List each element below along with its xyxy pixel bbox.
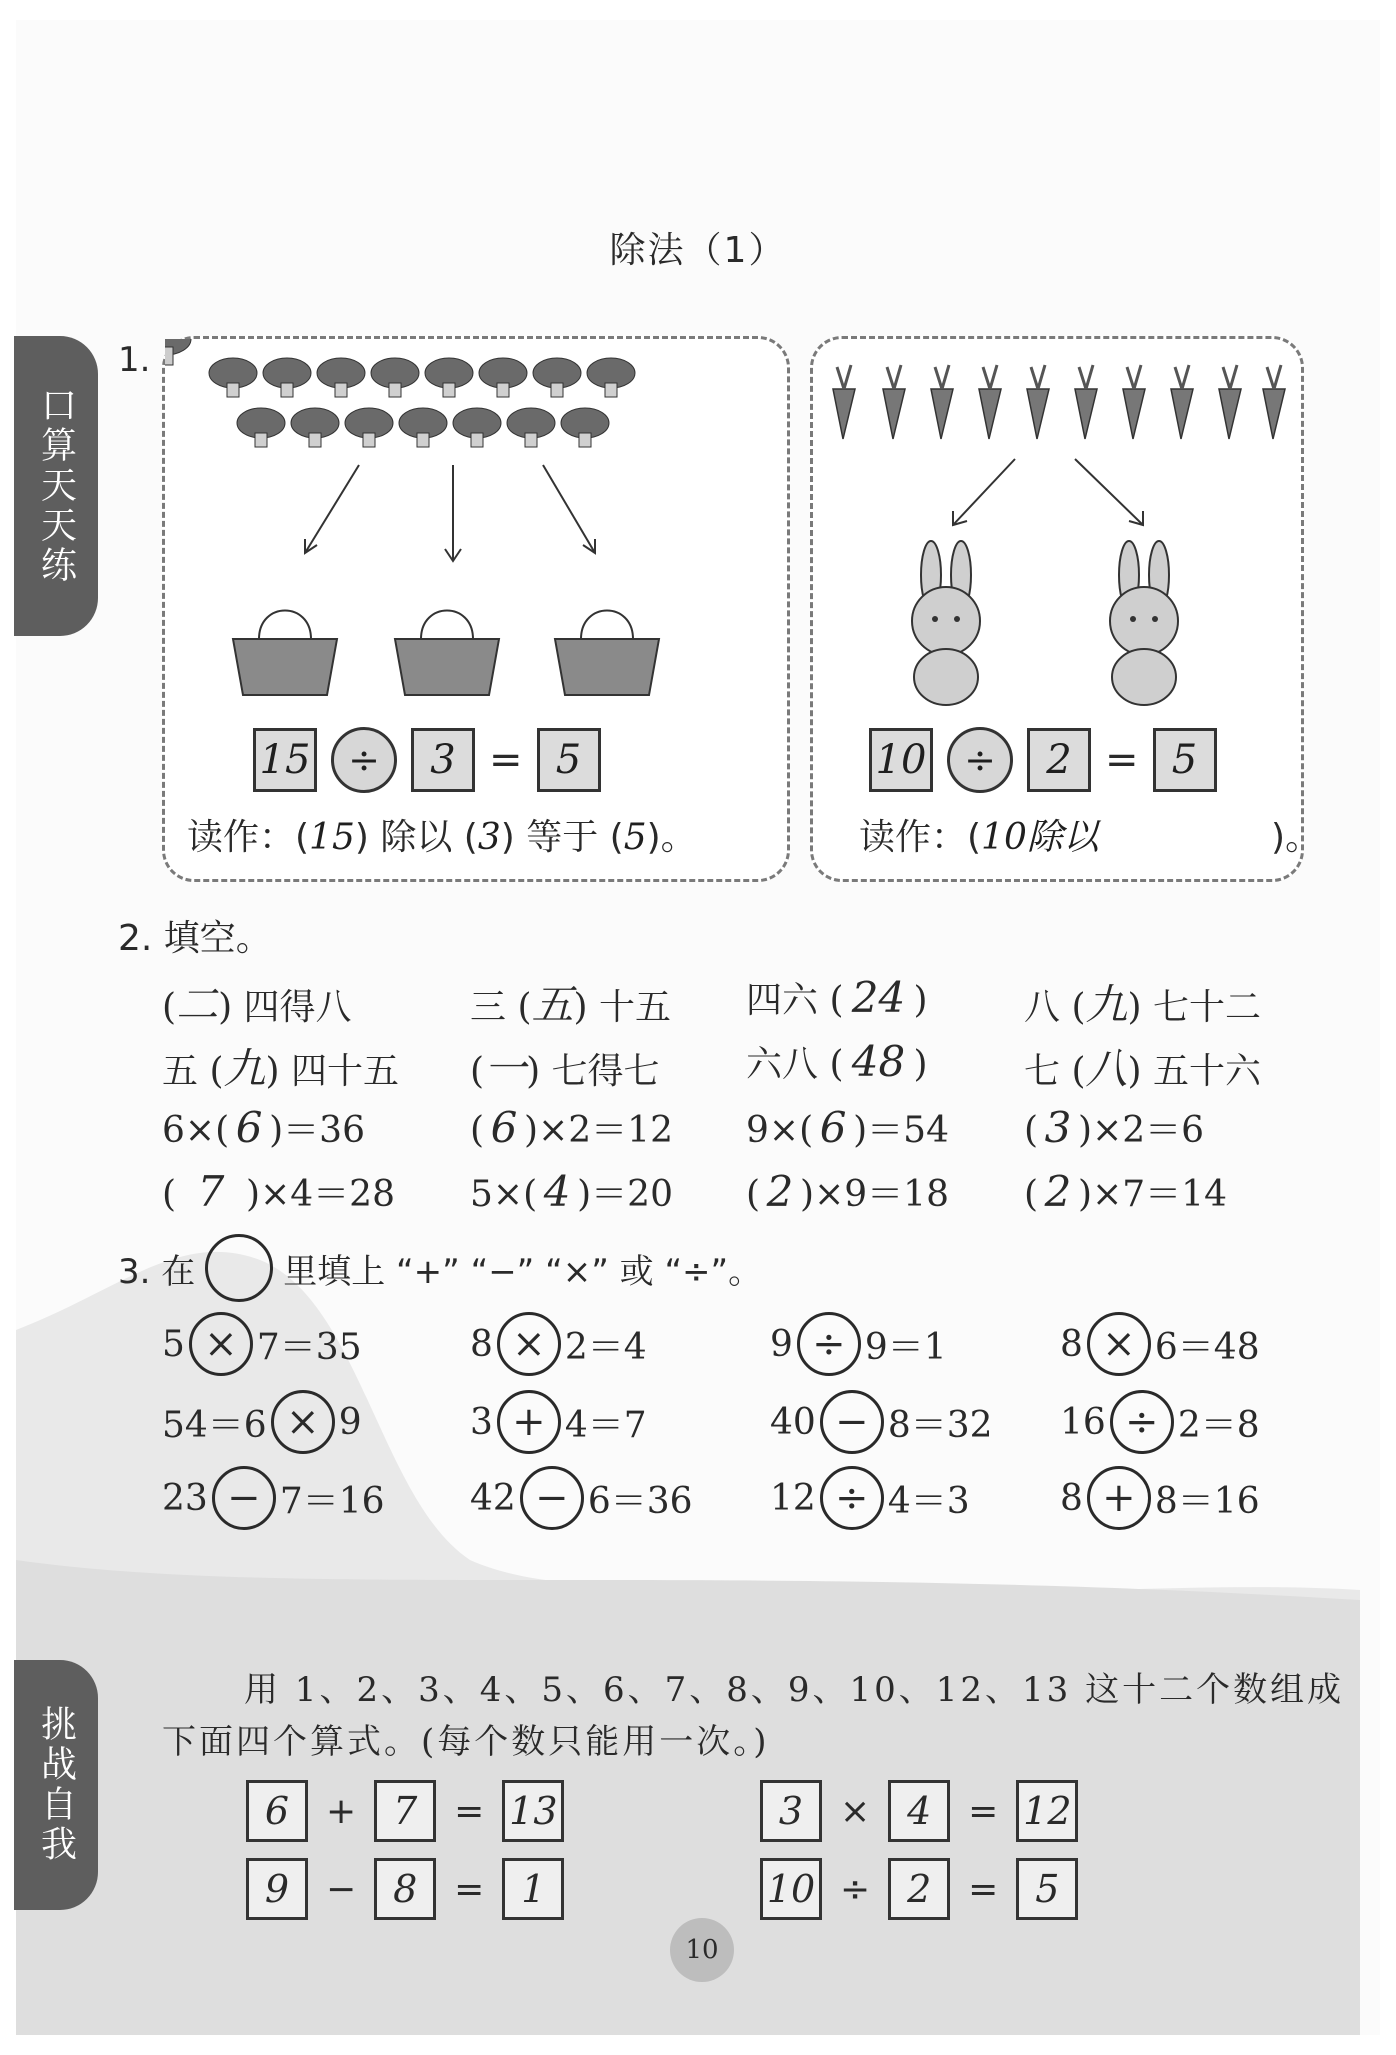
fill-answer[interactable]: 48 <box>851 1037 906 1086</box>
fill-item: 七 (八) 五十六 <box>1024 1036 1261 1096</box>
fill-answer[interactable]: 4 <box>543 1167 571 1216</box>
equals-sign: = <box>968 1790 999 1832</box>
operator-item: 5 × 7＝35 <box>162 1312 362 1376</box>
operator-circle[interactable]: ÷ <box>1110 1390 1174 1454</box>
equals-sign: = <box>454 1868 485 1910</box>
answer-box[interactable]: 6 <box>246 1780 308 1842</box>
fill-item: 5×( 4 )＝20 <box>470 1167 673 1216</box>
tab-daily-calc: 口算天天练 <box>14 336 98 636</box>
answer-box[interactable]: 2 <box>1027 728 1091 792</box>
answer-box[interactable]: 5 <box>1016 1858 1078 1920</box>
fill-answer[interactable]: 2 <box>1044 1167 1072 1216</box>
read-answer-a[interactable]: 15 <box>309 817 355 858</box>
answer-box[interactable]: 3 <box>411 728 475 792</box>
fill-answer[interactable]: 2 <box>766 1167 794 1216</box>
q3-heading <box>118 1234 762 1302</box>
read-label: 读作：( <box>859 817 982 858</box>
operator-circle[interactable]: − <box>212 1466 276 1530</box>
read-answer-b[interactable]: 3 <box>477 817 501 858</box>
answer-box[interactable]: 12 <box>1016 1780 1078 1842</box>
fill-answer[interactable]: 二 <box>176 980 219 1029</box>
q1-left-panel <box>162 336 790 882</box>
equals-sign: = <box>454 1790 485 1832</box>
challenge-equation-divide <box>760 1858 1078 1920</box>
operator-item: 40 − 8＝32 <box>770 1390 993 1454</box>
fill-item: 6×( 6 )＝36 <box>162 1103 365 1152</box>
answer-box[interactable]: 3 <box>760 1780 822 1842</box>
operator-circle[interactable]: + <box>497 1390 561 1454</box>
fill-answer[interactable]: 3 <box>1044 1103 1072 1152</box>
operator-item: 8 × 6＝48 <box>1060 1312 1260 1376</box>
challenge-line-1: 用 1、2、3、4、5、6、7、8、9、10、12、13 这十二个数组成 <box>244 1670 1345 1710</box>
answer-box[interactable]: 1 <box>502 1858 564 1920</box>
q1-right-read <box>859 809 1321 860</box>
q1-left-equation <box>253 727 601 793</box>
page-number: 10 <box>670 1918 734 1982</box>
fill-item: ( 7 )×4＝28 <box>162 1167 395 1216</box>
answer-box[interactable]: 7 <box>374 1780 436 1842</box>
fill-item: 五 (九) 四十五 <box>162 1036 399 1096</box>
read-answer[interactable]: 10除以 <box>981 817 1099 858</box>
operator-circle[interactable]: × <box>1087 1312 1151 1376</box>
fill-answer[interactable]: 八 <box>1085 1044 1128 1093</box>
operator-circle[interactable]: × <box>189 1312 253 1376</box>
challenge-equation-subtract <box>246 1858 564 1920</box>
operator-circle[interactable]: × <box>271 1390 335 1454</box>
q1-right-panel <box>810 336 1322 882</box>
read-text: )。 <box>646 817 697 858</box>
operator-item: 8 × 2＝4 <box>470 1312 647 1376</box>
answer-box[interactable]: 9 <box>246 1858 308 1920</box>
answer-box[interactable]: 13 <box>502 1780 564 1842</box>
operator-circle[interactable]: ÷ <box>947 727 1013 793</box>
operator-sign: − <box>326 1868 357 1910</box>
page-title: 除法（1） <box>609 230 787 271</box>
fill-answer[interactable]: 九 <box>223 1044 266 1093</box>
equals-sign: = <box>489 737 523 783</box>
operator-item: 8 + 8＝16 <box>1060 1466 1260 1530</box>
operator-item: 9 ÷ 9＝1 <box>770 1312 947 1376</box>
fill-answer[interactable]: 一 <box>484 1044 527 1093</box>
challenge-line-2: 下面四个算式。(每个数只能用一次。) <box>162 1722 770 1762</box>
operator-item: 16 ÷ 2＝8 <box>1060 1390 1260 1454</box>
mushrooms-baskets-picture <box>165 339 787 719</box>
answer-box[interactable]: 5 <box>1153 728 1217 792</box>
fill-item: ( 2 )×7＝14 <box>1024 1167 1227 1216</box>
q2-heading: 2. 填空。 <box>118 918 272 959</box>
fill-answer[interactable]: 九 <box>1085 980 1128 1029</box>
fill-item: (二) 四得八 <box>162 972 352 1032</box>
fill-answer[interactable]: 6 <box>819 1103 847 1152</box>
fill-item: 六八 ( 48 ) <box>746 1037 928 1086</box>
read-text: ) 除以 ( <box>354 817 478 858</box>
q3-heading-text: 3. 在 <box>118 1251 196 1292</box>
answer-box[interactable]: 10 <box>869 728 933 792</box>
fill-item: 三 (五) 十五 <box>470 972 671 1032</box>
answer-box[interactable]: 4 <box>888 1780 950 1842</box>
answer-box[interactable]: 15 <box>253 728 317 792</box>
q3-heading-text: 里填上 “+” “−” “×” 或 “÷”。 <box>283 1251 763 1292</box>
read-answer-c[interactable]: 5 <box>623 817 647 858</box>
fill-answer[interactable]: 7 <box>197 1167 225 1216</box>
operator-circle[interactable]: ÷ <box>820 1466 884 1530</box>
answer-box[interactable]: 5 <box>537 728 601 792</box>
fill-answer[interactable]: 6 <box>490 1103 518 1152</box>
fill-answer[interactable]: 24 <box>851 973 906 1022</box>
equals-sign: = <box>968 1868 999 1910</box>
read-text: ) 等于 ( <box>500 817 624 858</box>
q1-number: 1. <box>118 340 151 380</box>
equals-sign: = <box>1105 737 1139 783</box>
fill-item: ( 3 )×2＝6 <box>1024 1103 1205 1152</box>
operator-circle[interactable]: − <box>820 1390 884 1454</box>
operator-circle[interactable]: ÷ <box>797 1312 861 1376</box>
operator-item: 42 − 6＝36 <box>470 1466 693 1530</box>
answer-box[interactable]: 2 <box>888 1858 950 1920</box>
fill-item: 四六 ( 24 ) <box>746 973 928 1022</box>
operator-circle[interactable]: × <box>497 1312 561 1376</box>
operator-circle[interactable]: − <box>520 1466 584 1530</box>
operator-circle[interactable]: + <box>1087 1466 1151 1530</box>
operator-item: 3 + 4＝7 <box>470 1390 647 1454</box>
fill-item: 9×( 6 )＝54 <box>746 1103 949 1152</box>
operator-circle[interactable]: ÷ <box>331 727 397 793</box>
read-text: )。 <box>1271 817 1322 858</box>
fill-item: ( 2 )×9＝18 <box>746 1167 949 1216</box>
fill-answer[interactable]: 6 <box>235 1103 263 1152</box>
fill-item: ( 6 )×2＝12 <box>470 1103 673 1152</box>
operator-sign: ÷ <box>840 1868 871 1910</box>
carrots-rabbits-picture <box>813 339 1301 719</box>
tab-challenge: 挑战自我 <box>14 1660 98 1910</box>
challenge-equation-multiply <box>760 1780 1078 1842</box>
fill-item: (一) 七得七 <box>470 1036 660 1096</box>
operator-sign: × <box>840 1790 871 1832</box>
fill-answer[interactable]: 五 <box>531 980 574 1029</box>
operator-sign: + <box>326 1790 357 1832</box>
operator-item: 23 − 7＝16 <box>162 1466 385 1530</box>
empty-circle-icon <box>205 1234 273 1302</box>
q1-left-read <box>187 809 697 860</box>
operator-item: 54＝6 × 9 <box>162 1390 362 1454</box>
challenge-equation-add <box>246 1780 564 1842</box>
answer-box[interactable]: 8 <box>374 1858 436 1920</box>
read-label: 读作：( <box>187 817 310 858</box>
answer-box[interactable]: 10 <box>760 1858 822 1920</box>
fill-item: 八 (九) 七十二 <box>1024 972 1261 1032</box>
q1-right-equation <box>869 727 1217 793</box>
operator-item: 12 ÷ 4＝3 <box>770 1466 970 1530</box>
